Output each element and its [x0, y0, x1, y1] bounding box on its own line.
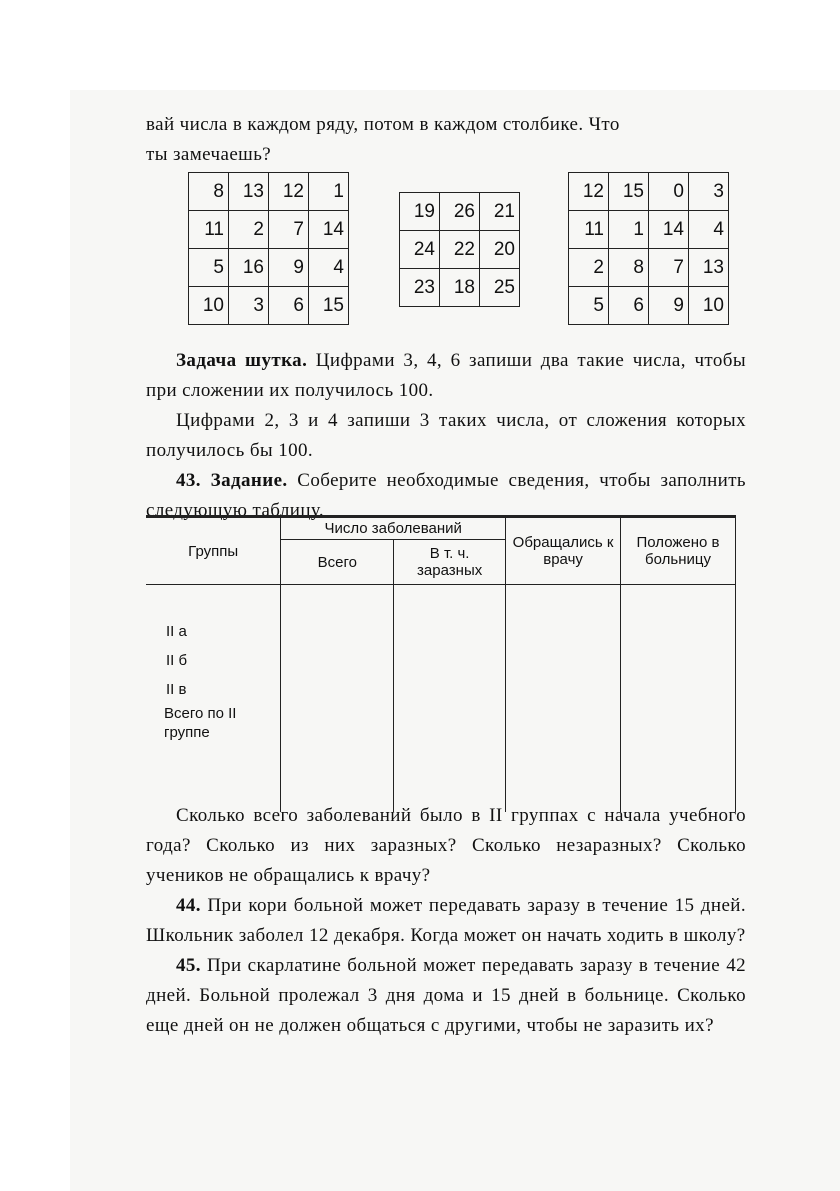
- table-row: [400, 193, 520, 231]
- cell: 4: [309, 249, 349, 287]
- empty-cell: [621, 585, 736, 813]
- col-groups-header: Группы: [146, 517, 281, 585]
- magic-square-3: [568, 172, 729, 325]
- task-number: 44.: [176, 895, 201, 916]
- table-row: [189, 287, 349, 325]
- cell: 12: [269, 173, 309, 211]
- cell: 22: [440, 231, 480, 269]
- cell: 18: [440, 269, 480, 307]
- cell: 8: [609, 249, 649, 287]
- group-total-label: Всего по II группе: [164, 705, 237, 741]
- cell: 13: [229, 173, 269, 211]
- group-row-label: II в: [166, 681, 187, 698]
- joke-task: [146, 346, 746, 526]
- cell: 3: [689, 173, 729, 211]
- task-45: [146, 951, 746, 1041]
- table-row: [189, 173, 349, 211]
- col-hospital-header: Положено в больницу: [621, 517, 736, 585]
- joke-task-text: Цифрами 3, 4, 6 запиши два такие числа, чтобы при сложении их получилось 100.: [146, 350, 747, 401]
- table-row: [569, 287, 729, 325]
- empty-cell: [506, 585, 621, 813]
- questions-paragraph: Сколько всего заболеваний было в II группах с начала учебного года? Сколько из них заразных? Сколько незаразных? Сколько учеников не обращались к врачу?: [146, 805, 746, 886]
- task-44-text: При кори больной может передавать заразу в течение 15 дней. Школьник заболел 12 декабря. Когда может он начать ходить в школу?: [146, 895, 746, 946]
- cell: 9: [649, 287, 689, 325]
- col-infectious-header: В т. ч. заразных: [394, 540, 506, 585]
- cell: 1: [309, 173, 349, 211]
- table-row: [569, 211, 729, 249]
- cell: 8: [189, 173, 229, 211]
- joke-task-title: Задача шутка.: [176, 350, 308, 371]
- cell: 10: [189, 287, 229, 325]
- cell: 25: [480, 269, 520, 307]
- magic-square-1: [188, 172, 349, 325]
- cell: 15: [309, 287, 349, 325]
- cell: 2: [229, 211, 269, 249]
- table-header-row: [146, 517, 736, 540]
- cell: 26: [440, 193, 480, 231]
- cell: 20: [480, 231, 520, 269]
- cell: 11: [569, 211, 609, 249]
- table-row: [569, 249, 729, 287]
- cell: 5: [189, 249, 229, 287]
- cell: 21: [480, 193, 520, 231]
- cell: 2: [569, 249, 609, 287]
- col-cases-header: Число заболеваний: [281, 517, 506, 540]
- table-row: [189, 211, 349, 249]
- bottom-text: [146, 801, 746, 1041]
- cell: 1: [609, 211, 649, 249]
- task-44: [146, 891, 746, 951]
- table-row: [400, 231, 520, 269]
- intro-line: вай числа в каждом ряду, потом в каждом столбике. Что: [146, 114, 620, 135]
- task-45-text: При скарлатине больной может передавать заразу в течение 42 дней. Больной пролежал 3 дня дома и 15 дней в больнице. Сколько еще дней он не должен общаться с другими, чтобы не заразить их?: [146, 955, 746, 1036]
- table-row: [400, 269, 520, 307]
- cell: 9: [269, 249, 309, 287]
- col-total-header: Всего: [281, 540, 394, 585]
- cell: 23: [400, 269, 440, 307]
- joke-task-paragraph-2: Цифрами 2, 3 и 4 запиши 3 таких числа, от сложения которых получилось бы 100.: [146, 410, 746, 461]
- cell: 10: [689, 287, 729, 325]
- cell: 24: [400, 231, 440, 269]
- group-labels: [146, 585, 281, 813]
- group-row-label: II б: [166, 652, 188, 669]
- cell: 16: [229, 249, 269, 287]
- joke-task-paragraph: [146, 346, 746, 406]
- table-row: [189, 249, 349, 287]
- table-row: [569, 173, 729, 211]
- cell: 0: [649, 173, 689, 211]
- cell: 7: [269, 211, 309, 249]
- task-number: 43.: [176, 470, 201, 491]
- cell: 19: [400, 193, 440, 231]
- group-row-label: II а: [166, 623, 187, 640]
- col-doctor-header: Обращались к врачу: [506, 517, 621, 585]
- empty-cell: [281, 585, 394, 813]
- cell: 13: [689, 249, 729, 287]
- health-table: [146, 515, 736, 812]
- cell: 12: [569, 173, 609, 211]
- empty-cell: [394, 585, 506, 813]
- cell: 3: [229, 287, 269, 325]
- cell: 14: [309, 211, 349, 249]
- task-number: 45.: [176, 955, 201, 976]
- task-43-title: Задание.: [200, 470, 288, 491]
- cell: 4: [689, 211, 729, 249]
- cell: 14: [649, 211, 689, 249]
- cell: 5: [569, 287, 609, 325]
- cell: 15: [609, 173, 649, 211]
- cell: 7: [649, 249, 689, 287]
- cell: 6: [609, 287, 649, 325]
- intro-paragraph: [146, 110, 746, 170]
- magic-square-2: [399, 192, 520, 307]
- table-row: [146, 585, 736, 813]
- intro-line: ты замечаешь?: [146, 144, 272, 165]
- cell: 6: [269, 287, 309, 325]
- task-43-text: Соберите необходимые сведения, чтобы заполнить следующую таблицу.: [146, 470, 746, 521]
- cell: 11: [189, 211, 229, 249]
